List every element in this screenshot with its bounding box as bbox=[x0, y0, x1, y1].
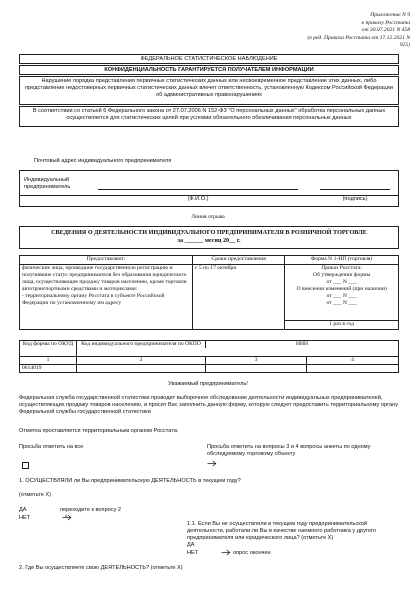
col-number-3: 3 bbox=[206, 357, 307, 365]
postal-address-label: Почтовый адрес индивидуального предпринимателя bbox=[34, 158, 172, 164]
q11-yes-label: ДА bbox=[187, 542, 195, 548]
appendix-line-4: (в ред. Приказа Росстата от 17.12.2021 N 925) bbox=[307, 34, 410, 49]
violation-notice: Нарушение порядка представления первичных статистических данных или несвоевременное представление этих данных, либо представление недостоверных первичных статистических данных влечет ответственность, установленную Кодексом Российской Федерации об административных правонарушениях bbox=[19, 76, 399, 105]
q1-mark: (отметьте Х) bbox=[19, 492, 51, 498]
col-number-1: 1 bbox=[20, 357, 77, 365]
personal-data-notice: В соответствии со статьей 6 Федерального закона от 27.07.2006 N 152-ФЗ "О персональных данных" обработка персональных данных осуществляется для статистических целей при условии обязательного обезличивания персональных данных bbox=[19, 106, 399, 127]
inn-value[interactable] bbox=[206, 364, 307, 372]
fio-caption: (Ф.И.О.) bbox=[187, 196, 209, 202]
okpo-value[interactable] bbox=[77, 364, 206, 372]
q1-yes-goto: переходите к вопросу 2 bbox=[60, 507, 122, 513]
submit-table bbox=[19, 255, 399, 330]
codes-head-group bbox=[77, 341, 399, 357]
changes-number-1: от ___ N ___ bbox=[326, 292, 357, 299]
intro-text: Федеральная служба государственной статистики проводит выборочное обследование деятельности индивидуальных предпринимателей, осуществляющих продажу товаров населению, и просит Вас заполнить данную форму, которую следует предоставить территориальному органу Федеральной службы государственной статистики bbox=[19, 395, 399, 415]
head-form: Форма N 1-ИП (торговля) bbox=[285, 256, 399, 265]
appendix-block bbox=[300, 12, 410, 50]
codes-table bbox=[19, 340, 399, 373]
inn-head: ИНН bbox=[295, 341, 309, 347]
q11-no-label: НЕТ bbox=[187, 550, 199, 556]
federal-line: ФЕДЕРАЛЬНОЕ СТАТИСТИЧЕСКОЕ НАБЛЮДЕНИЕ bbox=[19, 54, 399, 64]
when-cell: с 5 по 17 октября bbox=[193, 265, 285, 330]
frequency-cell: 1 раз в год bbox=[285, 320, 399, 329]
cut-line-label: Линия отрыва bbox=[191, 214, 225, 220]
order-label: Приказ Росстата: bbox=[321, 265, 363, 271]
order-cell bbox=[285, 265, 399, 321]
q11-text: 1.1. Если Вы не осуществляли в текущем году предпринимательской деятельности, работали ли Вы в качестве наемного работника у другого предпринимателя или юридического лица? (отметьте Х) bbox=[187, 521, 376, 541]
signature-caption: (подпись) bbox=[342, 196, 368, 202]
who-text-2: - территориальному органу Росстата в субъекте Российской Федерации по установленному им адресу bbox=[22, 292, 165, 306]
who-cell bbox=[20, 265, 193, 330]
changes-number-2: от ___ N ___ bbox=[326, 299, 357, 306]
title-box bbox=[19, 226, 399, 249]
greeting: Уважаемый предприниматель! bbox=[168, 381, 248, 387]
mark-label: Отметка проставляется территориальным органом Росстата: bbox=[19, 428, 179, 434]
title-line-1: СВЕДЕНИЯ О ДЕЯТЕЛЬНОСТИ ИНДИВИДУАЛЬНОГО ПРЕДПРИНИМАТЕЛЯ В РОЗНИЧНОЙ ТОРГОВЛЕ bbox=[51, 229, 367, 236]
q1-no-label: НЕТ bbox=[19, 515, 31, 521]
approve-label: Об утверждении формы bbox=[312, 271, 371, 278]
answer-partial-label: Просьба ответить на вопросы 3 и 4 вопросы анкеты по одному обследуемому торговому объекту bbox=[207, 444, 371, 457]
q11-no-result: опрос окончен bbox=[233, 550, 271, 556]
answer-all-label: Просьба ответить на все bbox=[19, 444, 84, 450]
title-line-2: за ______ месяц 20__ г. bbox=[177, 236, 241, 244]
q1-text: 1. ОСУЩЕСТВЛЯЛИ ли Вы предпринимательскую ДЕЯТЕЛЬНОСТЬ в текущем году? bbox=[19, 478, 241, 484]
answer-all-checkbox[interactable] bbox=[22, 462, 29, 469]
arrow-right-icon bbox=[221, 549, 231, 559]
head-when: Сроки предоставления bbox=[193, 256, 285, 265]
postal-address-box[interactable] bbox=[19, 170, 399, 207]
head-who: Предоставляют: bbox=[20, 256, 193, 265]
okpo-head: Код индивидуального предпринимателя по ОКПО bbox=[77, 341, 206, 348]
appendix-line-2: к приказу Росстата bbox=[361, 19, 410, 26]
confidential-line: КОНФИДЕНЦИАЛЬНОСТЬ ГАРАНТИРУЕТСЯ ПОЛУЧАТЕЛЕМ ИНФОРМАЦИИ bbox=[19, 65, 399, 75]
changes-label: О внесении изменений (при наличии) bbox=[296, 285, 387, 292]
col-number-2: 2 bbox=[77, 357, 206, 365]
appendix-line-3: от 30.07.2021 N 458 bbox=[361, 27, 410, 34]
q2-text: 2. Где Вы осуществляете свою ДЕЯТЕЛЬНОСТЬ? (отметьте Х) bbox=[19, 565, 183, 571]
okud-value: 0614019 bbox=[20, 364, 77, 372]
approve-number: от ___ N ___ bbox=[326, 278, 357, 285]
header-box bbox=[19, 54, 399, 127]
appendix-line-1: Приложение N 9 bbox=[370, 12, 410, 18]
who-text-1: физические лица, прошедшие государственную регистрацию и получившие статус предпринимателя без образования юридического лица, осуществляющие продажу товаров населению, кроме торговли автотранспортными средствами и мотоциклами: bbox=[22, 265, 187, 292]
ip-label: Индивидуальный предприниматель bbox=[24, 177, 71, 190]
q1-yes-label: ДА bbox=[19, 507, 27, 513]
arrow-right-icon bbox=[62, 514, 72, 524]
okud-head: Код формы по ОКУД bbox=[20, 341, 77, 357]
extra-value[interactable] bbox=[307, 364, 399, 372]
arrow-right-icon bbox=[207, 460, 217, 470]
col-number-4: 4 bbox=[307, 357, 399, 365]
fio-line bbox=[98, 189, 298, 190]
signature-line bbox=[320, 189, 390, 190]
